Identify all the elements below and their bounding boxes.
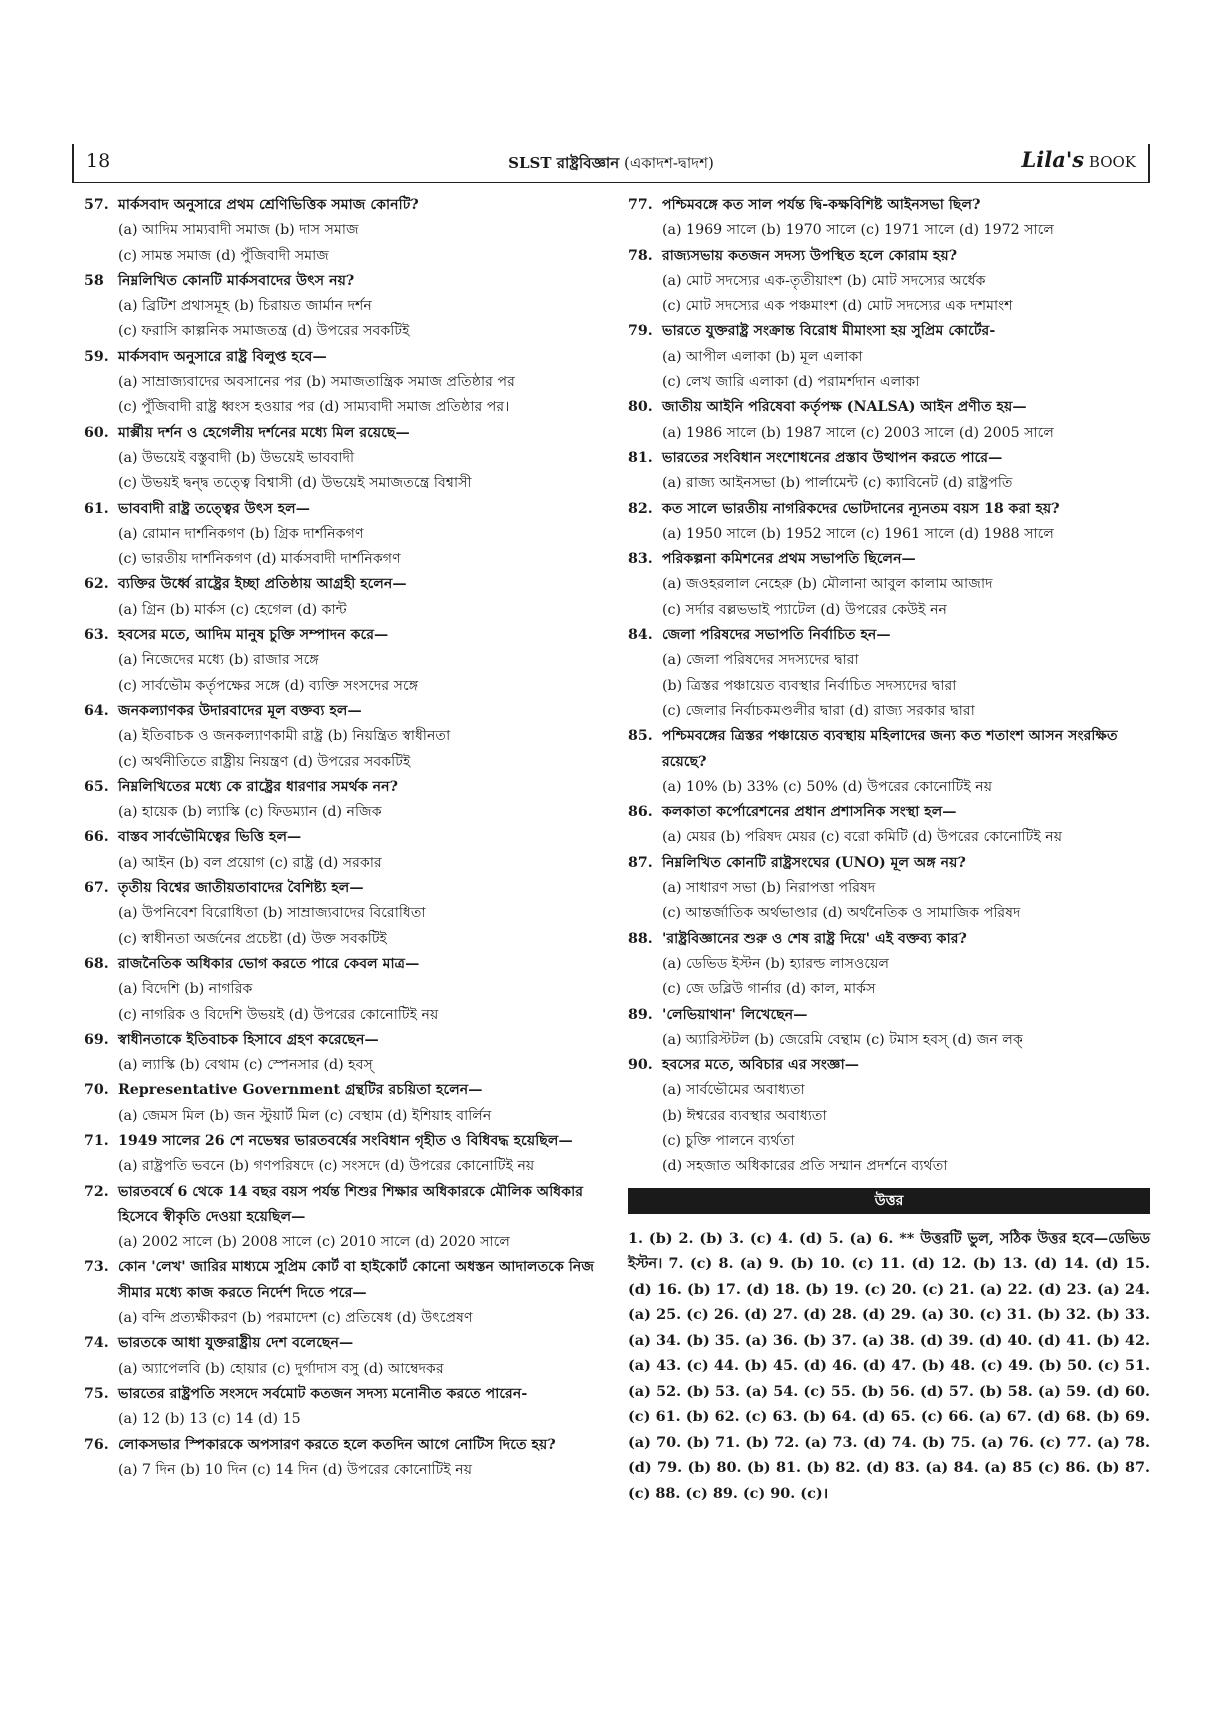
question-options: (c) স্বাধীনতা অর্জনের প্রচেষ্টা (d) উক্ত সবকটিই — [118, 930, 387, 947]
question-stem — [628, 244, 1150, 269]
question-number: 74. — [84, 1335, 109, 1352]
question-text: লোকসভার স্পিকারকে অপসারণ করতে হলে কতদিন আগে নোটিস দিতে হয়? — [118, 1436, 556, 1453]
question-number: 60. — [84, 424, 109, 441]
question-number: 72. — [84, 1183, 109, 1200]
question-text: ভারতের সংবিধান সংশোধনের প্রস্তাব উত্থাপন করতে পারে— — [662, 449, 1003, 466]
publisher-brand — [1022, 147, 1136, 172]
question-item — [628, 395, 1150, 446]
question-text: মার্কসবাদ অনুসারে রাষ্ট্র বিলুপ্ত হবে— — [118, 348, 327, 365]
question-item — [628, 319, 1150, 395]
question-item — [628, 244, 1150, 320]
question-stem — [628, 497, 1150, 522]
question-text: 'লেভিয়াথান' লিখেছেন— — [662, 1006, 808, 1023]
question-text: পশ্চিমবঙ্গের ত্রিস্তর পঞ্চায়েত ব্যবস্থায় মহিলাদের জন্য কত শতাংশ আসন সংরক্ষিত রয়েছে? — [662, 728, 1118, 770]
question-options: (a) 2002 সালে (b) 2008 সালে (c) 2010 সালে (d) 2020 সালে — [118, 1234, 510, 1251]
question-text: 'রাষ্ট্রবিজ্ঞানের শুরু ও শেষ রাষ্ট্র দিয়ে' এই বক্তব্য কার? — [662, 930, 967, 947]
question-options: (c) ফরাসি কাল্পনিক সমাজতন্ত্র (d) উপরের সবকটিই — [118, 323, 410, 340]
question-item — [84, 421, 610, 497]
right-column — [628, 193, 1150, 1506]
question-text: হবসের মতে, অবিচার এর সংজ্ঞা— — [662, 1057, 859, 1074]
question-options: (c) মোট সদস্যের এক পঞ্চমাংশ (d) মোট সদস্যের এক দশমাংশ — [662, 298, 1013, 315]
question-options: (a) 10% (b) 33% (c) 50% (d) উপরের কোনোটিই নয় — [662, 778, 993, 795]
question-item — [84, 1255, 610, 1331]
question-text: স্বাধীনতাকে ইতিবাচক হিসাবে গ্রহণ করেছেন— — [118, 1031, 379, 1048]
question-options: (a) 12 (b) 13 (c) 14 (d) 15 — [118, 1411, 301, 1428]
question-item — [84, 825, 610, 876]
book-title — [72, 152, 1150, 177]
question-options: (a) বিদেশি (b) নাগরিক — [118, 981, 253, 998]
question-text: বাস্তব সার্বভৌমিত্বের ভিত্তি হল— — [118, 829, 302, 846]
answers-text: 1. (b) 2. (b) 3. (c) 4. (d) 5. (a) 6. ** উত্তরটি ভুল, সঠিক উত্তর হবে—ডেভিড ইস্টন। 7. (c) 8. (a) 9. (b) 10. (c) 11. (d) 12. (b) 13. (d) 14. (d) 15. (d) 16. (b) 17. (d) 18. (b) 19. (c) 20. (c) 21. (a) 22. (d) 23. (a) 24. (a) 25. (c) 26. (d) 27. (d) 28. (d) 29. (a) 30. (c) 31. (b) 32. (b) 33. (a) 34. (b) 35. (a) 36. (b) 37. (a) 38. (d) 39. (d) 40. (d) 41. (b) 42. (a) 43. (c) 44. (b) 45. (d) 46. (d) 47. (b) 48. (c) 49. (b) 50. (c) 51. (a) 52. (b) 53. (a) 54. (c) 55. (b) 56. (d) 57. (b) 58. (a) 59. (d) 60. (c) 61. (b) 62. (c) 63. (b) 64. (d) 65. (c) 66. (a) 67. (d) 68. (b) 69. (a) 70. (b) 71. (b) 72. (a) 73. (d) 74. (b) 75. (a) 76. (c) 77. (a) 78. (d) 79. (b) 80. (b) 81. (b) 82. (d) 83. (a) 84. (a) 85 (c) 86. (b) 87. (c) 88. (c) 89. (c) 90. (c)। — [628, 1229, 1150, 1502]
page-header — [72, 144, 1150, 183]
question-options: (a) রাষ্ট্রপতি ভবনে (b) গণপরিষদে (c) সংসদে (d) উপরের কোনোটিই নয় — [118, 1158, 535, 1175]
question-stem — [628, 193, 1150, 218]
question-item — [628, 193, 1150, 244]
question-number: 68. — [84, 955, 109, 972]
question-number: 77. — [628, 197, 653, 213]
question-item — [84, 497, 610, 573]
question-stem — [84, 1255, 610, 1306]
question-item — [628, 547, 1150, 623]
question-number: 80. — [628, 399, 653, 416]
question-options: (c) উভয়ই দ্বন্দ্ব তত্ত্বে বিশ্বাসী (d) উভয়েই সমাজতন্ত্রে বিশ্বাসী — [118, 475, 472, 492]
answers-heading: উত্তর — [628, 1188, 1150, 1214]
question-text: মার্কসবাদ অনুসারে প্রথম শ্রেণিভিত্তিক সমাজ কোনটি? — [118, 197, 419, 213]
question-item — [84, 193, 610, 269]
question-text: তৃতীয় বিশ্বের জাতীয়তাবাদের বৈশিষ্ট্য হল— — [118, 880, 364, 897]
question-options: (a) অ্যারিস্টটল (b) জেরেমি বেন্থাম (c) টমাস হবস্ (d) জন লক্ — [662, 1031, 1023, 1048]
question-text: নিম্নলিখিত কোনটি রাষ্ট্রসংঘের (UNO) মূল অঙ্গ নয়? — [662, 854, 966, 871]
question-options: (a) ল্যাস্কি (b) বেথাম (c) স্পেনসার (d) হবস্ — [118, 1057, 373, 1074]
question-options: (c) পুঁজিবাদী রাষ্ট্র ধ্বংস হওয়ার পর (d) সাম্যবাদী সমাজ প্রতিষ্ঠার পর। — [118, 399, 510, 416]
question-number: 88. — [628, 930, 653, 947]
question-options: (c) সামন্ত সমাজ (d) পুঁজিবাদী সমাজ — [118, 247, 329, 264]
question-stem — [84, 345, 610, 370]
question-options: (a) 7 দিন (b) 10 দিন (c) 14 দিন (d) উপরের কোনোটিই নয় — [118, 1461, 473, 1478]
question-stem — [84, 269, 610, 294]
question-stem — [628, 319, 1150, 344]
question-number: 57. — [84, 197, 109, 213]
question-text: রাজনৈতিক অধিকার ভোগ করতে পারে কেবল মাত্র— — [118, 955, 420, 972]
book-title-rest: (একাদশ-দ্বাদশ) — [619, 154, 714, 172]
question-stem — [84, 1433, 610, 1458]
question-item — [84, 269, 610, 345]
question-options: (a) হায়েক (b) ল্যাস্কি (c) ফিডম্যান (d) নজিক — [118, 804, 382, 821]
question-item — [84, 1028, 610, 1079]
question-item — [84, 1129, 610, 1180]
question-number: 90. — [628, 1057, 653, 1074]
question-stem — [84, 623, 610, 648]
question-number: 82. — [628, 500, 653, 517]
question-options: (a) বন্দি প্রত্যক্ষীকরণ (b) পরমাদেশ (c) প্রতিষেধ (d) উৎপ্রেষণ — [118, 1310, 473, 1327]
question-item — [628, 1053, 1150, 1179]
question-number: 70. — [84, 1082, 109, 1099]
question-options: (c) লেখ জারি এলাকা (d) পরামর্শদান এলাকা — [662, 374, 920, 391]
question-stem — [84, 497, 610, 522]
question-text: পরিকল্পনা কমিশনের প্রথম সভাপতি ছিলেন— — [662, 551, 916, 568]
question-item — [84, 572, 610, 623]
question-item — [84, 1331, 610, 1382]
question-number: 78. — [628, 247, 653, 264]
question-options: (a) 1969 সালে (b) 1970 সালে (c) 1971 সালে (d) 1972 সালে — [662, 222, 1054, 239]
question-options: (a) সার্বভৌমের অবাধ্যতা — [662, 1082, 805, 1099]
question-number: 65. — [84, 778, 109, 795]
question-number: 75. — [84, 1385, 109, 1402]
question-options: (c) সার্বভৌম কর্তৃপক্ষের সঙ্গে (d) ব্যক্তি সংসদের সঙ্গে — [118, 677, 419, 694]
question-options: (a) জেলা পরিষদের সদস্যদের দ্বারা — [662, 652, 859, 669]
question-number: 61. — [84, 500, 109, 517]
question-options: (c) ভারতীয় দার্শনিকগণ (d) মার্কসবাদী দার্শনিকগণ — [118, 551, 401, 568]
question-number: 67. — [84, 880, 109, 897]
publisher-word: BOOK — [1084, 153, 1136, 171]
question-number: 81. — [628, 449, 653, 466]
question-text: কত সালে ভারতীয় নাগরিকদের ভোটদানের ন্যূনতম বয়স 18 করা হয়? — [662, 500, 1060, 517]
question-options: (a) সাম্রাজ্যবাদের অবসানের পর (b) সমাজতান্ত্রিক সমাজ প্রতিষ্ঠার পর — [118, 374, 515, 391]
question-number: 76. — [84, 1436, 109, 1453]
question-text: ভারতবর্ষে 6 থেকে 14 বছর বয়স পর্যন্ত শিশুর শিক্ষার অধিকারকে মৌলিক অধিকার হিসেবে স্বীকৃতি দেওয়া হয়েছিল— — [118, 1183, 584, 1225]
question-options: (a) 1950 সালে (b) 1952 সালে (c) 1961 সালে (d) 1988 সালে — [662, 525, 1054, 542]
question-number: 89. — [628, 1006, 653, 1023]
question-options: (a) সাধারণ সভা (b) নিরাপত্তা পরিষদ — [662, 880, 876, 897]
question-item — [84, 952, 610, 1028]
question-item — [84, 1078, 610, 1129]
question-item — [628, 446, 1150, 497]
question-number: 63. — [84, 627, 109, 644]
question-stem — [628, 800, 1150, 825]
question-item — [628, 497, 1150, 548]
question-item — [628, 800, 1150, 851]
question-item — [628, 724, 1150, 800]
question-stem — [84, 421, 610, 446]
question-options: (b) ত্রিস্তর পঞ্চায়েত ব্যবস্থার নির্বাচিত সদস্যদের দ্বারা — [662, 677, 957, 694]
question-stem — [628, 927, 1150, 952]
question-number: 87. — [628, 854, 653, 871]
question-number: 62. — [84, 576, 109, 593]
question-text: ভারতকে আধা যুক্তরাষ্ট্রীয় দেশ বলেছেন— — [118, 1335, 354, 1352]
question-options: (a) ব্রিটিশ প্রথাসমূহ (b) চিরায়ত জার্মান দর্শন — [118, 298, 372, 315]
question-number: 66. — [84, 829, 109, 846]
question-item — [628, 851, 1150, 927]
question-options: (a) মোট সদস্যের এক-তৃতীয়াংশ (b) মোট সদস্যের অর্ধেক — [662, 272, 986, 289]
question-options: (a) উভয়েই বস্তুবাদী (b) উভয়েই ভাববাদী — [118, 449, 355, 466]
question-number: 83. — [628, 551, 653, 568]
question-number: 85. — [628, 728, 653, 745]
question-number: 64. — [84, 702, 109, 719]
question-item — [628, 623, 1150, 724]
question-options: (d) সহজাত অধিকারের প্রতি সম্মান প্রদর্শনে ব্যর্থতা — [662, 1158, 948, 1175]
question-options: (c) নাগরিক ও বিদেশি উভয়ই (d) উপরের কোনোটিই নয় — [118, 1006, 439, 1023]
question-options: (c) জেলার নির্বাচকমণ্ডলীর দ্বারা (d) রাজ্য সরকার দ্বারা — [662, 702, 975, 719]
question-stem — [84, 876, 610, 901]
question-item — [84, 623, 610, 699]
question-text: ব্যক্তির উর্ধ্বে রাষ্ট্রের ইচ্ছা প্রতিষ্ঠায় আগ্রহী হলেন— — [118, 576, 407, 593]
question-options: (a) আইন (b) বল প্রয়োগ (c) রাষ্ট্র (d) সরকার — [118, 854, 382, 871]
question-stem — [628, 395, 1150, 420]
right-questions — [628, 193, 1150, 1180]
question-stem — [84, 699, 610, 724]
question-text: কলকাতা কর্পোরেশনের প্রধান প্রশাসনিক সংস্থা হল— — [662, 804, 957, 821]
question-number: 59. — [84, 348, 109, 365]
question-number: 86. — [628, 804, 653, 821]
question-stem — [84, 825, 610, 850]
question-stem — [628, 623, 1150, 648]
left-column — [84, 193, 610, 1483]
question-text: ভারতের রাষ্ট্রপতি সংসদে সর্বমোট কতজন সদস্য মনোনীত করতে পারেন- — [118, 1385, 528, 1402]
publisher-logo: Lila's — [1021, 147, 1085, 172]
question-options: (a) 1986 সালে (b) 1987 সালে (c) 2003 সালে (d) 2005 সালে — [662, 424, 1054, 441]
question-item — [628, 927, 1150, 1003]
question-options: (a) ডেভিড ইস্টন (b) হ্যারল্ড লাসওয়েল — [662, 955, 890, 972]
question-stem — [628, 851, 1150, 876]
question-text: হবসের মতে, আদিম মানুষ চুক্তি সম্পাদন করে— — [118, 627, 389, 644]
question-item — [84, 876, 610, 952]
question-options: (c) আন্তর্জাতিক অর্থভাণ্ডার (d) অর্থনৈতিক ও সামাজিক পরিষদ — [662, 905, 1021, 922]
question-stem — [84, 193, 610, 218]
question-options: (c) জে ডব্লিউ গার্নার (d) কাল, মার্কস — [662, 981, 876, 998]
question-text: কোন 'লেখ' জারির মাধ্যমে সুপ্রিম কোর্ট বা হাইকোর্ট কোনো অধস্তন আদালতকে নিজ সীমার মধ্যে কাজ করতে নির্দেশ দিতে পরে— — [118, 1259, 595, 1301]
question-stem — [84, 1078, 610, 1103]
question-options: (a) রোমান দার্শনিকগণ (b) গ্রিক দার্শনিকগণ — [118, 525, 364, 542]
question-options: (c) সর্দার বল্লভভাই প্যাটেল (d) উপরের কেউই নন — [662, 601, 948, 618]
question-text: রাজ্যসভায় কতজন সদস্য উপস্থিত হলে কোরাম হয়? — [662, 247, 958, 264]
question-options: (a) গ্রিন (b) মার্কস (c) হেগেল (d) কান্ট — [118, 601, 347, 618]
question-stem — [84, 1028, 610, 1053]
question-text: ভারতে যুক্তরাষ্ট্র সংক্রান্ত বিরোধ মীমাংসা হয় সুপ্রিম কোর্টের- — [662, 323, 996, 340]
question-text: নিম্নলিখিতের মধ্যে কে রাষ্ট্রের ধারণার সমর্থক নন? — [118, 778, 398, 795]
question-options: (b) ঈশ্বরের ব্যবস্থার অবাধ্যতা — [662, 1107, 827, 1124]
question-number: 71. — [84, 1132, 109, 1149]
question-item — [628, 1003, 1150, 1054]
question-options: (a) মেয়র (b) পরিষদ মেয়র (c) বরো কমিটি (d) উপরের কোনোটিই নয় — [662, 829, 1063, 846]
question-text: Representative Government গ্রন্থটির রচয়িতা হলেন— — [118, 1082, 483, 1099]
question-number: 73. — [84, 1259, 109, 1276]
question-item — [84, 699, 610, 775]
question-number: 69. — [84, 1031, 109, 1048]
question-text: নিম্নলিখিত কোনটি মার্কসবাদের উৎস নয়? — [118, 272, 355, 289]
question-options: (a) ইতিবাচক ও জনকল্যাণকামী রাষ্ট্র (b) নিয়ন্ত্রিত স্বাধীনতা — [118, 728, 451, 745]
question-stem — [84, 1382, 610, 1407]
question-number: 58 — [84, 272, 104, 289]
question-stem — [84, 1180, 610, 1231]
question-options: (a) জওহরলাল নেহেরু (b) মৌলানা আবুল কালাম আজাদ — [662, 576, 993, 593]
question-text: ভাববাদী রাষ্ট্র তত্ত্বের উৎস হল— — [118, 500, 310, 517]
question-stem — [628, 1003, 1150, 1028]
question-stem — [84, 1129, 610, 1154]
question-item — [84, 1180, 610, 1256]
question-stem — [84, 1331, 610, 1356]
question-options: (c) অর্থনীতিতে রাষ্ট্রীয় নিয়ন্ত্রণ (d) উপরের সবকটিই — [118, 753, 411, 770]
question-stem — [84, 952, 610, 977]
question-stem — [628, 446, 1150, 471]
header-right-rule — [1148, 144, 1150, 182]
question-text: জেলা পরিষদের সভাপতি নির্বাচিত হন— — [662, 627, 891, 644]
question-options: (a) অ্যাপেলবি (b) হোয়ার (c) দুর্গাদাস বসু (d) আম্বেদকর — [118, 1360, 444, 1377]
question-options: (a) আপীল এলাকা (b) মূল এলাকা — [662, 348, 863, 365]
question-options: (a) আদিম সাম্যবাদী সমাজ (b) দাস সমাজ — [118, 222, 359, 239]
question-text: জাতীয় আইনি পরিষেবা কর্তৃপক্ষ (NALSA) আইন প্রণীত হয়— — [662, 399, 1027, 416]
page-number: 18 — [86, 150, 111, 172]
question-text: 1949 সালের 26 শে নভেম্বর ভারতবর্ষের সংবিধান গৃহীত ও বিধিবদ্ধ হয়েছিল— — [118, 1132, 573, 1149]
question-stem — [84, 572, 610, 597]
question-options: (c) চুক্তি পালনে ব্যর্থতা — [662, 1132, 795, 1149]
question-stem — [628, 724, 1150, 775]
book-title-bold: SLST রাষ্ট্রবিজ্ঞান — [508, 154, 620, 172]
question-number: 79. — [628, 323, 653, 340]
question-item — [84, 1382, 610, 1433]
question-options: (a) রাজ্য আইনসভা (b) পার্লামেন্ট (c) ক্যাবিনেট (d) রাষ্ট্রপতি — [662, 475, 1013, 492]
question-text: মার্ক্সীয় দর্শন ও হেগেলীয় দর্শনের মধ্যে মিল রয়েছে— — [118, 424, 410, 441]
question-options: (a) জেমস মিল (b) জন স্টুয়ার্ট মিল (c) বেস্থাম (d) ইশিয়াহ বার্লিন — [118, 1107, 492, 1124]
question-options: (a) উপনিবেশ বিরোধিতা (b) সাম্রাজ্যবাদের বিরোধিতা — [118, 905, 426, 922]
question-options: (a) নিজেদের মধ্যে (b) রাজার সঙ্গে — [118, 652, 319, 669]
question-text: জনকল্যাণকর উদারবাদের মূল বক্তব্য হল— — [118, 702, 362, 719]
question-text: পশ্চিমবঙ্গে কত সাল পর্যন্ত দ্বি-কক্ষবিশিষ্ট আইনসভা ছিল? — [662, 197, 981, 213]
question-item — [84, 345, 610, 421]
question-stem — [84, 775, 610, 800]
question-stem — [628, 1053, 1150, 1078]
question-stem — [628, 547, 1150, 572]
question-item — [84, 1433, 610, 1484]
question-number: 84. — [628, 627, 653, 644]
question-item — [84, 775, 610, 826]
